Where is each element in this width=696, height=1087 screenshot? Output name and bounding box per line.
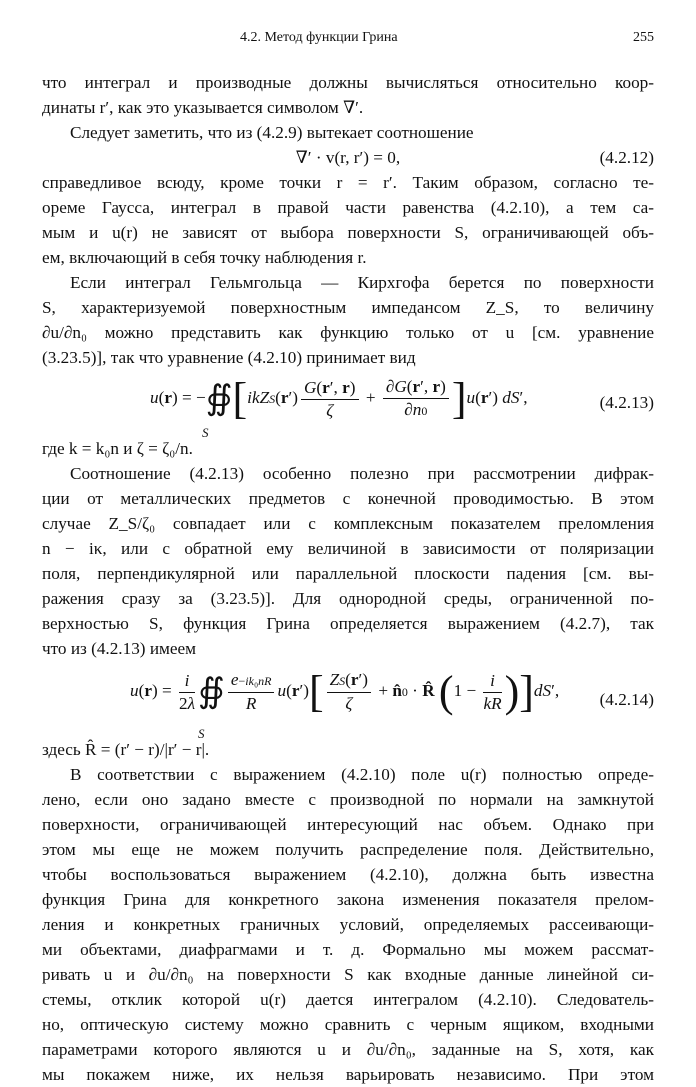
text-line: параметрами которого являются u и ∂u/∂n₀, заданные на S, хотя, как	[42, 1040, 654, 1059]
text-line: Соотношение (4.2.13) особенно полезно при рассмотрении дифрак-	[70, 464, 654, 483]
running-header	[0, 30, 696, 52]
text-line: Следует заметить, что из (4.2.9) вытекает соотношение	[70, 123, 474, 142]
equation-4-2-12	[42, 145, 654, 170]
text-line: случае Z_S/ζ₀ совпадает или с комплексным показателем преломления	[42, 514, 654, 533]
text-line: мым и u(r) не зависят от выбора поверхности S, ограничивающей объ-	[42, 223, 654, 242]
surface-label: S	[202, 425, 209, 440]
text-line: но, оптическую систему можно сравнить с черным ящиком, входными	[42, 1015, 654, 1034]
text-line: верхностью S, функция Грина определяется выражением (4.2.7), так	[42, 614, 654, 633]
text-line: что интеграл и производные должны вычисляться относительно коор-	[42, 73, 654, 92]
equation-number: (4.2.14)	[599, 690, 654, 709]
equation-body: u(r) = $\frac{i}{2\lambda}$ ∯ $\frac{\text{e−ik₀nR}}{R}$ u(r′)[ $\frac{ZS(r')}{\zeta}$ + n̂0 · R̂ (1 − $\frac{i}{kR}$ )]dS′,	[130, 667, 560, 716]
text-line: В соответствии с выражением (4.2.10) поле u(r) полностью опреде-	[70, 765, 654, 784]
equation-number: (4.2.12)	[599, 148, 654, 167]
equation-4-2-14	[42, 661, 654, 741]
text-line: ем, включающий в себя точку наблюдения r.	[42, 248, 367, 267]
equation-body: ∇′ · v(r, r′) = 0,	[295, 148, 401, 167]
text-line: Если интеграл Гельмгольца — Кирхгофа берется по поверхности	[70, 273, 654, 292]
text-line: ореме Гаусса, интеграл в правой части равенства (4.2.10), а тем са-	[42, 198, 654, 217]
page-number: 255	[633, 30, 654, 45]
text-line: ражения сразу за (3.23.5)]. Для однородной среды, ограниченной по-	[42, 589, 654, 608]
text-line: где k = k₀n и ζ = ζ₀/n.	[42, 439, 193, 458]
equation-number: (4.2.13)	[599, 393, 654, 412]
text-line: ции от металлических предметов с конечной проводимостью. В этом	[42, 489, 654, 508]
text-line: стемы, отклик которой u(r) дается интегралом (4.2.10). Следователь-	[42, 990, 654, 1009]
text-line: ∂u/∂n₀ можно представить как функцию только от u [см. уравнение	[42, 323, 654, 342]
text-line: ми объектами, диафрагмами и т. д. Формально мы можем рассмат-	[42, 940, 654, 959]
text-line: n − iκ, или с обратной ему величиной в зависимости от поляризации	[42, 539, 654, 558]
surface-label: S	[198, 726, 205, 741]
text-line: лено, если оно задано вместе с производной по нормали на замкнутой	[42, 790, 654, 809]
equation-4-2-13	[42, 370, 654, 440]
text-line: ления и конкретных граничных условий, определяемых рассеивающи-	[42, 915, 654, 934]
section-title: 4.2. Метод функции Грина	[240, 30, 398, 45]
text-line: (3.23.5)], так что уравнение (4.2.10) принимает вид	[42, 348, 416, 367]
text-line: динаты r′, как это указывается символом ∇′.	[42, 98, 364, 117]
text-line: что из (4.2.13) имеем	[42, 639, 197, 658]
text-line: чтобы воспользоваться выражением (4.2.10), должна быть известна	[42, 865, 654, 884]
text-line: ривать u и ∂u/∂n₀ на поверхности S как входные данные линейной си-	[42, 965, 654, 984]
text-line: этом мы еще не можем получить распределение поля. Действительно,	[42, 840, 654, 859]
text-line: поверхности, ограничивающей интересующий нас объем. Однако при	[42, 815, 654, 834]
text-line: здесь R̂ = (r′ − r)/|r′ − r|.	[42, 740, 210, 759]
page-body	[42, 70, 654, 1087]
text-line: S, характеризуемой поверхностным импедансом Z_S, то величину	[42, 298, 654, 317]
text-line: мы покажем ниже, их нельзя варьировать независимо. При этом	[42, 1065, 654, 1084]
text-line: справедливое всюду, кроме точки r = r′. Таким образом, согласно те-	[42, 173, 654, 192]
text-line: поля, перпендикулярной или параллельной плоскости падения [см. вы-	[42, 564, 654, 583]
text-line: функция Грина для конкретного закона изменения показателя прелом-	[42, 890, 654, 909]
equation-body: u(r) = −∯[ikZS(r′) $\frac{G(r', r)}{\zeta}$ + $\frac{\partial G(r', r)}{\partial n0}$ ]u(r′) dS′,	[150, 374, 528, 423]
